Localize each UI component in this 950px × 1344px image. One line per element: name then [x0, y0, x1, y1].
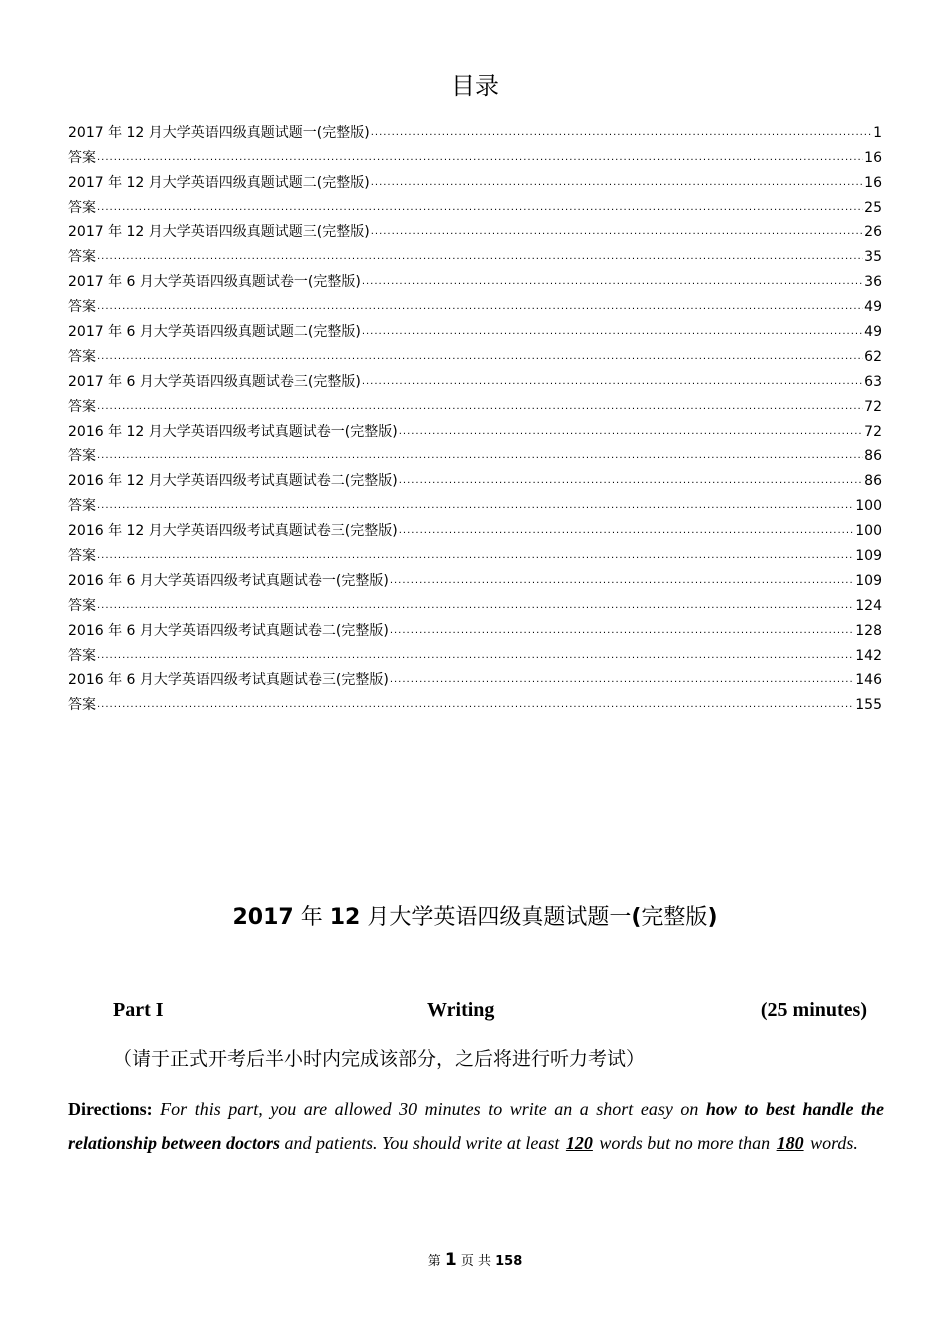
toc-dot-leader — [390, 670, 854, 690]
toc-entry-label: 答案 — [68, 199, 96, 216]
exam-title-paren-open: ( — [631, 905, 642, 930]
directions-paragraph — [68, 1092, 884, 1160]
directions-lead: Directions: — [68, 1099, 153, 1119]
part-time: (25 minutes) — [760, 999, 867, 1021]
toc-entry-page: 86 — [864, 473, 882, 490]
toc-entry-page: 109 — [855, 572, 882, 589]
exam-title — [0, 902, 950, 934]
toc-entry[interactable] — [68, 367, 882, 392]
toc-entry-page: 63 — [864, 373, 882, 390]
toc-entry[interactable] — [68, 143, 882, 168]
toc-dot-leader — [371, 123, 872, 143]
toc-entry-label: 答案 — [68, 647, 96, 664]
toc-dot-leader — [399, 471, 863, 491]
toc-title: 目录 — [451, 72, 499, 100]
toc-dot-leader — [97, 546, 854, 566]
toc-dot-leader — [97, 347, 863, 367]
toc-entry[interactable] — [68, 616, 882, 641]
toc-entry[interactable] — [68, 193, 882, 218]
toc-dot-leader — [97, 596, 854, 616]
toc-entry-label: 2016 年 12 月大学英语四级考试真题试卷三(完整版) — [68, 523, 398, 540]
toc-entry[interactable] — [68, 466, 882, 491]
toc-entry-page: 49 — [864, 324, 882, 341]
toc-dot-leader — [97, 496, 854, 516]
max-word-count: 180 — [776, 1133, 804, 1153]
toc-entry[interactable] — [68, 566, 882, 591]
toc-entry[interactable] — [68, 417, 882, 442]
toc-dot-leader — [97, 247, 863, 267]
toc-entry-label: 2016 年 6 月大学英语四级考试真题试卷二(完整版) — [68, 622, 389, 639]
min-word-count: 120 — [565, 1133, 593, 1153]
directions-topic: how to best handle the relationship between doctors — [68, 1099, 884, 1153]
toc-entry-page: 16 — [864, 174, 882, 191]
toc-entry-label: 2016 年 6 月大学英语四级考试真题试卷一(完整版) — [68, 572, 389, 589]
toc-dot-leader — [97, 198, 863, 218]
toc-entry-label: 2016 年 12 月大学英语四级考试真题试卷二(完整版) — [68, 473, 398, 490]
toc-entry[interactable] — [68, 591, 882, 616]
toc-dot-leader — [390, 571, 854, 591]
directions-text-1: For this part, you are allowed 30 minutes to write an a short easy on — [152, 1099, 706, 1119]
toc-dot-leader — [390, 621, 854, 641]
footer-current-page: 1 — [444, 1250, 457, 1270]
toc-entry-label: 答案 — [68, 448, 96, 465]
toc-entry[interactable] — [68, 442, 882, 467]
toc-entry-label: 2016 年 6 月大学英语四级考试真题试卷三(完整版) — [68, 672, 389, 689]
toc-entry-label: 答案 — [68, 398, 96, 415]
toc-entry-label: 答案 — [68, 249, 96, 266]
exam-title-year: 2017 — [232, 905, 294, 930]
toc-dot-leader — [97, 695, 854, 715]
toc-dot-leader — [399, 521, 855, 541]
toc-entry-label: 答案 — [68, 348, 96, 365]
toc-entry-page: 72 — [864, 423, 882, 440]
toc-dot-leader — [371, 222, 863, 242]
toc-entry-label: 2017 年 12 月大学英语四级真题试题三(完整版) — [68, 224, 370, 241]
toc-entry-label: 2017 年 12 月大学英语四级真题试题一(完整版) — [68, 124, 370, 141]
toc-entry[interactable] — [68, 491, 882, 516]
toc-entry[interactable] — [68, 168, 882, 193]
toc-entry-page: 72 — [864, 398, 882, 415]
footer-prefix: 第 — [427, 1254, 445, 1269]
toc-entry-page: 26 — [864, 224, 882, 241]
toc-dot-leader — [97, 397, 863, 417]
toc-entry-label: 2017 年 6 月大学英语四级真题试卷一(完整版) — [68, 274, 361, 291]
toc-entry-page: 109 — [855, 548, 882, 565]
toc-entry-page: 128 — [855, 622, 882, 639]
toc-entry[interactable] — [68, 690, 882, 715]
toc-entry[interactable] — [68, 342, 882, 367]
exam-title-paren-close: ) — [707, 905, 718, 930]
toc-dot-leader — [371, 173, 863, 193]
toc-entry[interactable] — [68, 392, 882, 417]
part-name: Part I — [113, 999, 164, 1021]
toc-entry-page: 49 — [864, 299, 882, 316]
toc-entry-page: 155 — [855, 697, 882, 714]
footer-total-pages: 158 — [495, 1254, 523, 1269]
toc-entry[interactable] — [68, 242, 882, 267]
toc-dot-leader — [97, 646, 854, 666]
toc-entry-label: 答案 — [68, 597, 96, 614]
part-section: Writing — [427, 999, 495, 1021]
toc-entry[interactable] — [68, 292, 882, 317]
toc-entry-label: 答案 — [68, 548, 96, 565]
toc-dot-leader — [362, 272, 863, 292]
toc-entry-page: 1 — [873, 124, 882, 141]
toc-entry-page: 35 — [864, 249, 882, 266]
exam-title-nian: 年 — [293, 905, 330, 930]
exam-title-rest: 月大学英语四级真题试题一 — [360, 905, 632, 930]
toc-entry-label: 答案 — [68, 149, 96, 166]
exam-title-month: 12 — [329, 905, 361, 930]
toc-entry[interactable] — [68, 118, 882, 143]
toc-dot-leader — [97, 148, 863, 168]
toc-dot-leader — [399, 422, 863, 442]
toc-entry-page: 62 — [864, 348, 882, 365]
directions-text-4: words. — [805, 1133, 858, 1153]
toc-entry-label: 2016 年 12 月大学英语四级考试真题试卷一(完整版) — [68, 423, 398, 440]
toc-entry-page: 142 — [855, 647, 882, 664]
toc-entry-page: 16 — [864, 149, 882, 166]
toc-entry-page: 124 — [855, 597, 882, 614]
toc-entry[interactable] — [68, 516, 882, 541]
footer-middle: 页 共 — [456, 1254, 496, 1269]
toc-entry-label: 2017 年 6 月大学英语四级真题试卷三(完整版) — [68, 373, 361, 390]
toc-dot-leader — [362, 372, 863, 392]
page-footer — [0, 1248, 950, 1274]
toc-dot-leader — [362, 322, 863, 342]
toc-entry-label: 答案 — [68, 299, 96, 316]
toc-entry-page: 86 — [864, 448, 882, 465]
toc-dot-leader — [97, 446, 863, 466]
toc-dot-leader — [97, 297, 863, 317]
part-notice: （请于正式开考后半小时内完成该部分，之后将进行听力考试） — [113, 1048, 646, 1070]
toc-entry-page: 100 — [855, 498, 882, 515]
toc-entry-page: 36 — [864, 274, 882, 291]
toc-entry[interactable] — [68, 641, 882, 666]
directions-text-2: and patients. You should write at least — [280, 1133, 564, 1153]
part-header — [113, 996, 867, 1024]
toc-entry-label: 答案 — [68, 697, 96, 714]
toc-entry-label: 2017 年 6 月大学英语四级真题试题二(完整版) — [68, 324, 361, 341]
toc-entry-page: 100 — [855, 523, 882, 540]
toc-entry-label: 答案 — [68, 498, 96, 515]
directions-text-3: words but no more than — [594, 1133, 775, 1153]
toc-list — [68, 118, 882, 715]
toc-entry-label: 2017 年 12 月大学英语四级真题试题二(完整版) — [68, 174, 370, 191]
toc-entry[interactable] — [68, 317, 882, 342]
toc-entry[interactable] — [68, 267, 882, 292]
exam-title-edition: 完整版 — [641, 905, 708, 930]
toc-entry[interactable] — [68, 218, 882, 243]
toc-entry-page: 146 — [855, 672, 882, 689]
toc-entry-page: 25 — [864, 199, 882, 216]
toc-entry[interactable] — [68, 541, 882, 566]
toc-entry[interactable] — [68, 666, 882, 691]
